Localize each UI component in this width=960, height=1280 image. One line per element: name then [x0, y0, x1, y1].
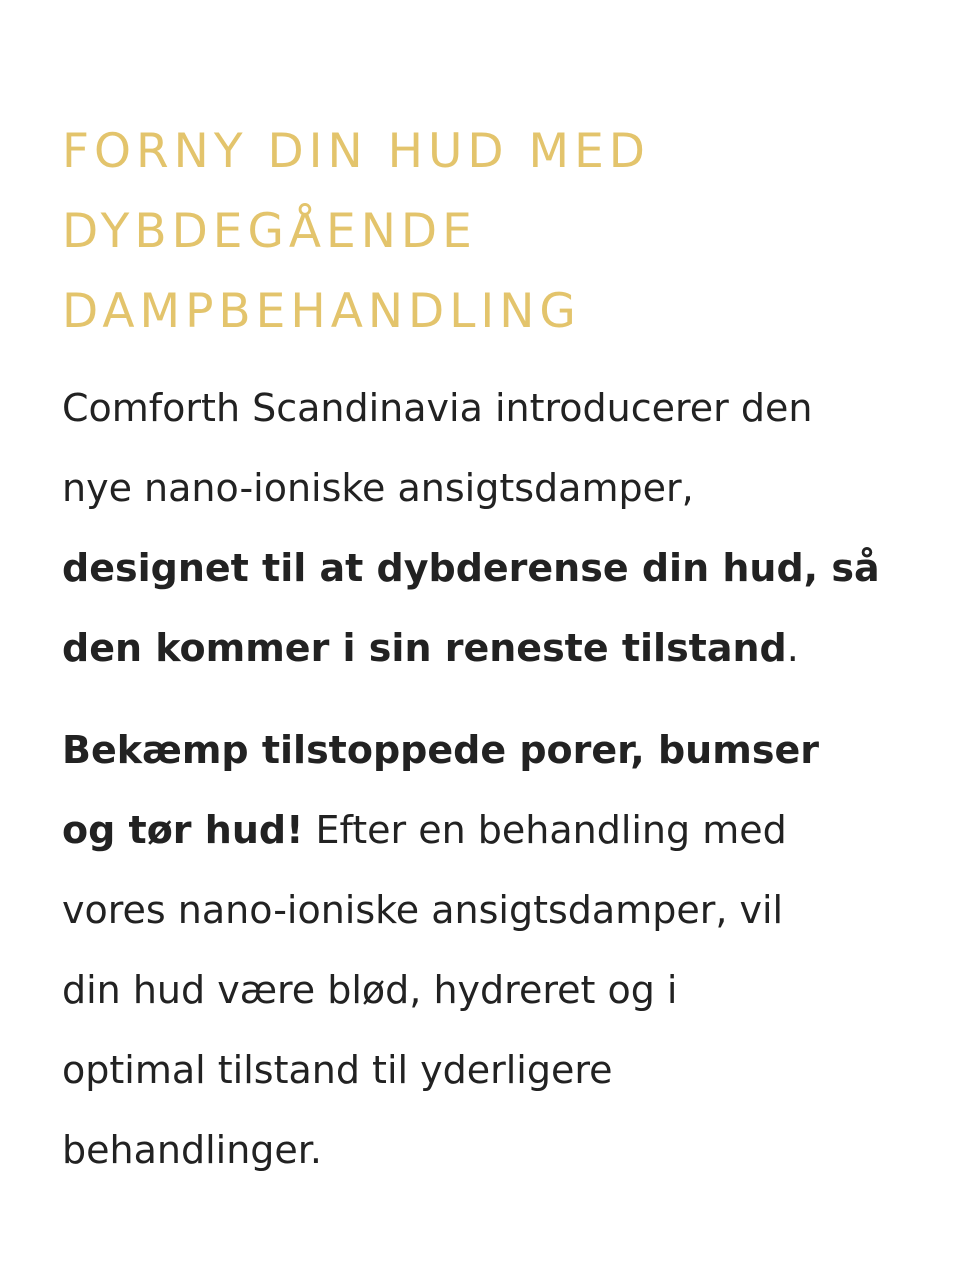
- title-line-3: DAMPBEHANDLING: [62, 284, 581, 339]
- benefits-line-6: behandlinger.: [62, 1128, 322, 1172]
- title-line-2: DYBDEGÅENDE: [62, 204, 477, 259]
- benefits-line-4: din hud være blød, hydreret og i: [62, 968, 678, 1012]
- page-title: [62, 112, 912, 352]
- intro-bold-text-2: den kommer i sin reneste tilstand: [62, 626, 787, 670]
- intro-line-4: [62, 608, 912, 688]
- article-section: [62, 112, 912, 1190]
- benefits-line-1: [62, 710, 912, 790]
- intro-line-1: Comforth Scandinavia introducerer den: [62, 386, 813, 430]
- benefits-text-2: Efter en behandling med: [303, 808, 787, 852]
- benefits-bold-text-1: Bekæmp tilstoppede porer, bumser: [62, 728, 819, 772]
- benefits-line-5: optimal tilstand til yderligere: [62, 1048, 613, 1092]
- intro-line-3: [62, 528, 912, 608]
- benefits-bold-text-2: og tør hud!: [62, 808, 304, 852]
- benefits-line-3: vores nano-ioniske ansigtsdamper, vil: [62, 888, 784, 932]
- intro-paragraph: [62, 368, 912, 688]
- intro-bold-text-1: designet til at dybderense din hud, så: [62, 546, 880, 590]
- title-line-1: FORNY DIN HUD MED: [62, 124, 650, 179]
- benefits-line-2: [62, 790, 912, 870]
- intro-line-2: nye nano-ioniske ansigtsdamper,: [62, 466, 694, 510]
- benefits-paragraph: [62, 710, 912, 1190]
- intro-period: .: [786, 626, 799, 670]
